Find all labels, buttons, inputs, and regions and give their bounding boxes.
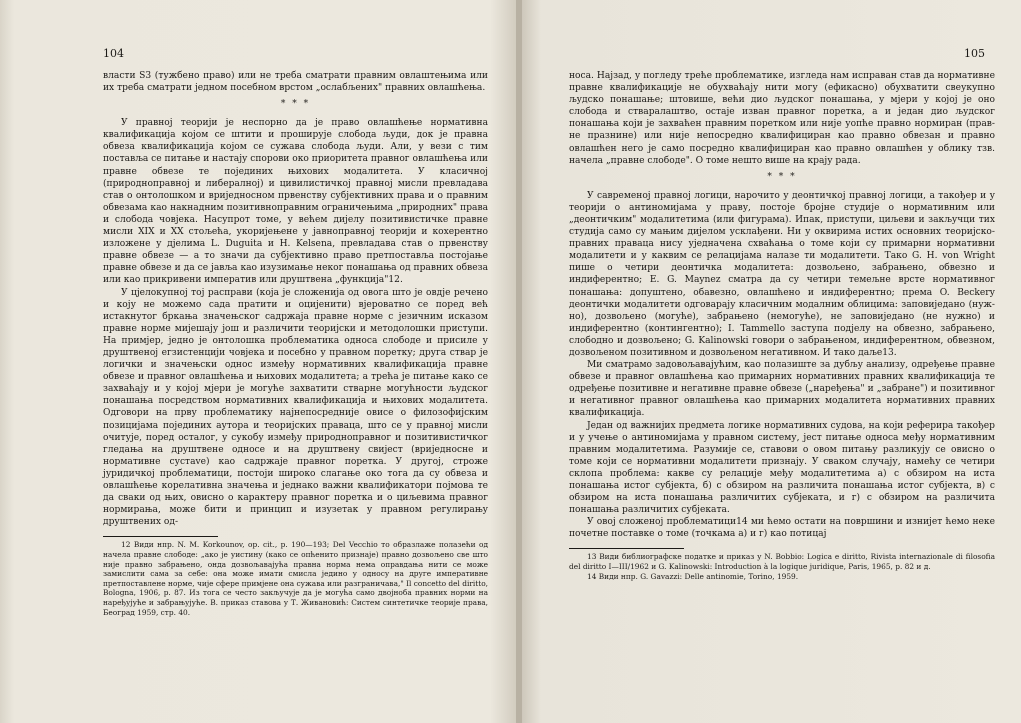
footnote-13: 13 Види библиографске податке и приказ у N. Bobbio: Logica e diritto, Rivista internazionale di filosofia del diritto I—III/1962 и G. Kalinowski: Introduction à la logique juridique, Paris, 1965, p. 82 и д. [569,552,995,572]
right-paragraph-3: Један од важнијих предмета логике нормативних судова, на који реферира такођер и у учење о антиномијама у правном систему, јест питање односа међу нормативним правним модалитетима. Разумије се, ставови о овом питању разликују се овисно о томе који се нормативни модалитети признају. У сваком случају, намећу се четири склопа проблема: какве су релације међу модалитетима а) с обзиром на иста понашања истог субјекта, б) с обзиром на различита понашања истог субјекта, в) с обзиром на иста понашања различитих субјеката, и г) с обзиром на различита понашања различитих субјеката. [569,420,995,516]
page-number-right: 105 [964,47,985,60]
right-page [519,0,1021,723]
footnote-12: 12 Види нпр. N. M. Korkounov, op. cit., p. 190—193; Del Vecchio то образлаже полазећи од начела правне слободе: „ако је уистину (како се опћенито признаје) правно дозвољено све што није правно забрањено, онда дозвољавајућа правна норма нема оправдања нити се може замислити сама за себе: она може имати смисла једино у односу на друге императивне претпоставлене норме, чије сфере примјене она сужава или разграничава," Il concetto del diritto, Bologna, 1906, p. 87. Из тога се често закључује да је могућа само двојнoба правних норми на наређујуће и забрањујуће. В. приказ ставова у Т. Живановић: Систем синтетичке теорије права, Београд 1959, стр. 40. [103,540,488,617]
right-paragraph-2: Ми сматрамо задовољавајућим, као полазиште за дубљу анализу, одређење правне обвезе и правног овлашћења као примарних нормативних правних квалификација те одређење позитивне и негативне правне обвезе („наређења" и „забране") и позитивног и негативног правног овлашћења као примарних модалитета нормативних правних квалификација. [569,360,995,419]
footnote-14: 14 Види нпр. G. Gavazzi: Delle antinomie, Torino, 1959. [587,571,799,581]
left-text-column [103,70,488,617]
right-paragraph-4: У овој сложеној проблематици14 ми ћемо остати на површини и изнијет ћемо неке почетне поставке о томе (точкама а) и г) као потицај [569,517,995,540]
page-number-left: 104 [103,47,124,60]
right-paragraph-0: носа. Најзад, у погледу треће проблематике, изгледа нам исправан став да нормативне правне квалификације не обухваћају нити могу (ефикасно) обухватити свеукупно људско понашање; штовише, већи дио људског понашања, у мјери у којој је оно слобода и стваралаштво, остаје изван правног поретка, а и један дио људског понашања који је захваћен правним поретком или није уопће правно нормиран (правне празнине) или није непосредно квалифициран као правно обвезан и правно овлашћен него је само посредно квалифициран као правно овлашћен у облику тзв. начела „правне слободе". О томе нешто више на крају рада. [569,71,995,166]
section-divider-stars: * * * [280,99,311,110]
left-paragraph-2: У цјелокупној тој расправи (која је сложенија од овога што је овдје речено и коју не можемо сада пратити и оцијенити) вјероватно се поред већ истакнутог бркања значењског садржаја правне норме с језичним исказом правне норме мијешају још и различити теоријски и методолошки приступи. На примјер, једно је онтолошка проблематика односа слободе и присиле у друштвеној егзистенцији човјека и посебно у правном поретку; друга ствар је логички и значењски однос између нормативних квалификација правне обвезе и правног овлашћења и њихових модалитета; а трећа је питање како се захваћају и у којој мјери је могуће захватити стварне могућности људског понашања посредством нормативних квалификација и њихових модалитета. Одговори на прву проблематику најнепосредније овисе о филозофијским позицијама појединих аутора и теоријских праваца, што се у правној мисли очитује, поред осталог, у сукобу између природноправног и позитивистичког гледања на друштвене односе и на друштвену свијест (вриједносне и нормативне сустаve) као садржаје правног поретка. У другој, строже јуридичкој проблематици, постоји широко слагање око тога да су обвеза и овлашћење корелативна значења и једнако важни квалификатори појмова те да сваки од њих, овисно о карактеру правног поретка и о циљевима правног нормирања, може бити и принцип и изузетак у правном регулирању друштвених од- [103,287,488,528]
left-paragraph-1: У правној теорији је неспорно да је право овлашћење нормативна квалификација којом се штити и проширује слобода људи, док је правна обвеза квалификација којом се сужава слобода људи. Али, у вези с тим поставља се питање и настају спорови око приоритета правног овлашћења или правне обвезе те појединих њихових модалитета. У класичној (природноправној и либералној) и цивилистичкој правној мисли превладава став о онтолошком и вриједносном првенству субјективних права и о правним обвезама као накнадним позитивноправним ограничењима „природних" права и слобода човјека. Насупрот томе, у већем дијелу позитивистичке правне мисли XIX и XX стољећа, укоријењене у јавноправној теорији и кохерентно изложене у дјелима L. Duguita и H. Kelsena, превладава став о првенству правне обвезе — а то значи да субјективно право претпоставља постојање правне обвезе и да се јавља као изузимање неког понашања од правних обвеза или као прикривени императив или друштвена „функција"12. [103,118,488,286]
section-divider-stars: * * * [767,171,797,182]
left-intro-paragraph: власти S3 (тужбено право) или не треба сматрати правним овлаштењима или их треба сматрати једном посебном врстом „ослабљених" правних овлашћења. [103,71,488,94]
right-text-column [569,70,995,581]
book-gutter [516,0,522,723]
right-paragraph-1: У савременој правној логици, нарочито у деонтичкој правној логици, а такођер и у теорији о антиномијама у праву, постоје бројне студије о нормативним или „деонтичким" модалитетима (или фигурама). Ипак, приступи, циљеви и закључци тих студија само су мањим дијелом усклађени. Ни у оквирима истих основних теоријскоправних праваца нису уједначена схваћања о томе који су примарни нормативни модалитети и у каквим се релацијама налазе ти модалитети. Тако G. H. von Wright пише о четири деонтичка модалитета: дозвољено, забрањено, обвезно и индиферентно; E. G. Maynez сматра да су четири темељне врсте нормативног понашања: допуштено, обавезно, овлашћено и индиферентно; према O. Beckerу деонтички модалитети одговарају класичним модалним облицима: заповиједано (нужно), дозвољено (могуће), забрањено (немогуће), не заповиједано (не нужно) и индиферентно (контингентно); I. Tammello заступа подјелу на обвезно, забрањено, слободно и дозвољено; G. Kalinowski говори о забрањеном, индиферентном, обвезном, дозвољеном позитивном и дозвољеном негативном. И тако даље13. [569,190,995,358]
